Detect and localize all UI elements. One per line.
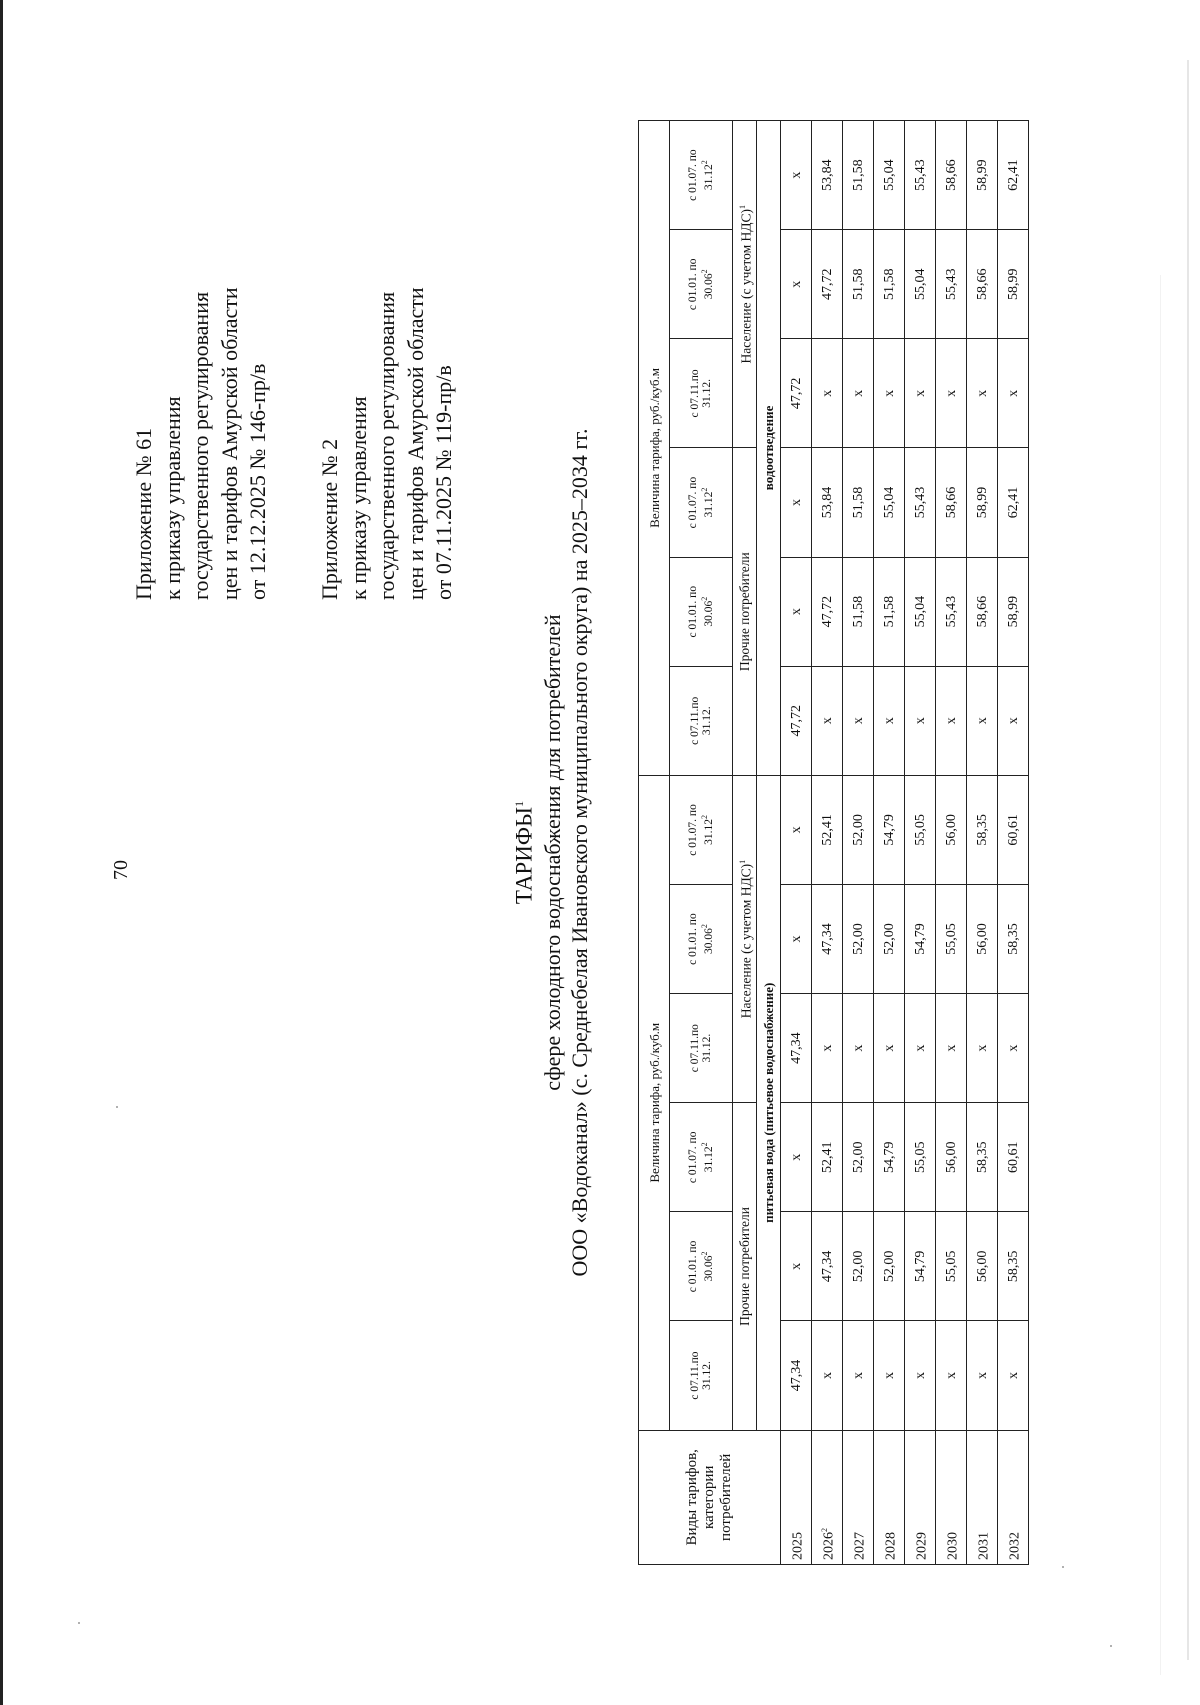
sewage-value-cell: x	[998, 666, 1029, 775]
period-header: с 01.07. по 31.12$^2$	[670, 775, 733, 884]
sewage-value-cell: 62,41	[998, 448, 1029, 557]
page-number: 70	[110, 860, 132, 880]
water-value-cell: 54,79	[874, 1103, 905, 1212]
water-value-cell: 47,34	[812, 1212, 843, 1321]
sewage-value-cell: 55,04	[874, 448, 905, 557]
sewage-value-cell: 55,43	[905, 448, 936, 557]
period-header: с 01.07. по 31.12$^2$	[670, 448, 733, 557]
title-block	[505, 0, 593, 1705]
period-header: с 01.01. по 30.06$^2$	[670, 1212, 733, 1321]
sewage-value-cell: 62,41	[998, 121, 1029, 230]
water-value-cell: 52,00	[843, 1103, 874, 1212]
water-value-cell: x	[812, 994, 843, 1103]
sewage-value-cell: x	[843, 666, 874, 775]
scan-speck	[1062, 1566, 1064, 1568]
table-group-header-row	[639, 121, 670, 1565]
table-row	[812, 121, 843, 1565]
sewage-value-cell: 58,99	[967, 448, 998, 557]
sewage-value-cell: 55,04	[874, 121, 905, 230]
sewage-value-cell: x	[781, 448, 812, 557]
water-value-cell: 55,05	[905, 775, 936, 884]
sewage-value-cell: x	[936, 666, 967, 775]
period-header: с 01.01. по 30.06$^2$	[670, 884, 733, 993]
sewage-value-cell: 55,04	[905, 557, 936, 666]
table-row	[781, 121, 812, 1565]
sewage-value-cell: 47,72	[781, 339, 812, 448]
water-value-cell: 52,00	[843, 775, 874, 884]
water-value-cell: 52,00	[874, 884, 905, 993]
sewage-value-cell: x	[874, 666, 905, 775]
service-water-label: питьевая вода (питьевое водоснабжение)	[757, 775, 781, 1430]
appendix-61-line5: от 12.12.2025 № 146-пр/в	[245, 363, 270, 600]
table-row	[998, 121, 1029, 1565]
table-row	[874, 121, 905, 1565]
sewage-value-cell: 55,43	[936, 557, 967, 666]
sewage-value-cell: 53,84	[812, 121, 843, 230]
year-cell: 2032	[998, 1430, 1029, 1564]
water-value-cell: 52,00	[874, 1212, 905, 1321]
period-header: с 07.11.по 31.12.	[670, 666, 733, 775]
appendix-2-line3: государственного регулирования	[374, 291, 399, 600]
category-other-water: Прочие потребители	[733, 1103, 757, 1430]
sewage-value-cell: x	[781, 557, 812, 666]
sewage-value-cell: x	[781, 121, 812, 230]
appendix-2-line5: от 07.11.2025 № 119-пр/в	[431, 365, 456, 600]
water-value-cell: x	[998, 994, 1029, 1103]
water-value-cell: 56,00	[967, 884, 998, 993]
sewage-value-cell: x	[812, 666, 843, 775]
water-value-cell: 54,79	[905, 884, 936, 993]
sewage-value-cell: 47,72	[781, 666, 812, 775]
sewage-value-cell: 51,58	[843, 448, 874, 557]
water-value-cell: 58,35	[967, 1103, 998, 1212]
water-value-cell: 55,05	[936, 1212, 967, 1321]
period-header: с 01.07. по 31.12$^2$	[670, 1103, 733, 1212]
sewage-value-cell: x	[812, 339, 843, 448]
category-other-sewage: Прочие потребители	[733, 448, 757, 775]
year-cell: 2025	[781, 1430, 812, 1564]
water-value-cell: x	[905, 1321, 936, 1430]
appendix-2-line4: цен и тарифов Амурской области	[402, 287, 428, 600]
sewage-value-cell: 58,99	[967, 121, 998, 230]
table-row	[905, 121, 936, 1565]
table-service-row	[757, 121, 781, 1565]
scan-speck	[116, 1106, 118, 1108]
sewage-value-cell: 58,66	[967, 557, 998, 666]
appendix-2-line2: к приказу управления	[345, 396, 371, 600]
year-cell: 2028	[874, 1430, 905, 1564]
water-value-cell: 60,61	[998, 1103, 1029, 1212]
appendix-61-line4: цен и тарифов Амурской области	[216, 287, 242, 600]
scan-speck	[78, 1622, 80, 1624]
water-value-cell: 58,35	[998, 1212, 1029, 1321]
sewage-value-cell: 51,58	[874, 230, 905, 339]
water-value-cell: x	[843, 994, 874, 1103]
first-col-header: Виды тарифов, категории потребителей	[639, 1430, 781, 1564]
sewage-value-cell: 51,58	[843, 557, 874, 666]
group-header-water: Величина тарифа, руб./куб.м	[639, 775, 670, 1430]
document-organization: ООО «Водоканал» (с. Среднебелая Ивановского муниципального округа) на 2025–2034 гг.	[566, 428, 592, 1277]
water-value-cell: x	[967, 1321, 998, 1430]
year-cell: 2029	[905, 1430, 936, 1564]
tariff-table	[638, 120, 1029, 1565]
sewage-value-cell: x	[781, 230, 812, 339]
period-header: с 01.07. по 31.12$^2$	[670, 121, 733, 230]
water-value-cell: 56,00	[967, 1212, 998, 1321]
period-header: с 01.01. по 30.06$^2$	[670, 230, 733, 339]
sewage-value-cell: 58,66	[936, 121, 967, 230]
sewage-value-cell: x	[843, 339, 874, 448]
sewage-value-cell: x	[874, 339, 905, 448]
appendix-61-line3: государственного регулирования	[188, 291, 213, 600]
water-value-cell: 52,00	[843, 1212, 874, 1321]
sewage-value-cell: 55,43	[936, 230, 967, 339]
water-value-cell: 54,79	[874, 775, 905, 884]
category-population-water: Население (с учетом НДС)$^1$	[733, 775, 757, 1102]
water-value-cell: x	[781, 884, 812, 993]
water-value-cell: 52,41	[812, 1103, 843, 1212]
water-value-cell: 52,41	[812, 775, 843, 884]
document-title: ТАРИФЫ$^1$	[511, 800, 537, 905]
sewage-value-cell: 55,43	[905, 121, 936, 230]
sewage-value-cell: x	[967, 339, 998, 448]
group-header-sewage: Величина тарифа, руб./куб.м	[639, 121, 670, 776]
sewage-value-cell: x	[998, 339, 1029, 448]
sewage-value-cell: 51,58	[874, 557, 905, 666]
sewage-value-cell: 58,66	[967, 230, 998, 339]
sewage-value-cell: 47,72	[812, 557, 843, 666]
water-value-cell: 58,35	[967, 775, 998, 884]
water-value-cell: 47,34	[781, 1321, 812, 1430]
water-value-cell: 58,35	[998, 884, 1029, 993]
sewage-value-cell: 55,04	[905, 230, 936, 339]
water-value-cell: x	[812, 1321, 843, 1430]
water-value-cell: x	[781, 1103, 812, 1212]
appendix-61-block	[130, 287, 273, 600]
table-category-row	[733, 121, 757, 1565]
sewage-value-cell: x	[905, 339, 936, 448]
water-value-cell: x	[967, 994, 998, 1103]
sewage-value-cell: 58,99	[998, 230, 1029, 339]
appendix-2-line1: Приложение № 2	[317, 438, 342, 600]
sewage-value-cell: x	[967, 666, 998, 775]
water-value-cell: 60,61	[998, 775, 1029, 884]
water-value-cell: x	[874, 1321, 905, 1430]
water-value-cell: 56,00	[936, 1103, 967, 1212]
appendix-61-line1: Приложение № 61	[131, 427, 156, 600]
category-population-sewage: Население (с учетом НДС)$^1$	[733, 121, 757, 448]
period-header: с 07.11.по 31.12.	[670, 1321, 733, 1430]
water-value-cell: 54,79	[905, 1212, 936, 1321]
document-subtitle: сфере холодного водоснабжения для потребителей	[539, 614, 565, 1091]
water-value-cell: 55,05	[905, 1103, 936, 1212]
scan-faint-line	[1160, 275, 1161, 1675]
year-cell: 2031	[967, 1430, 998, 1564]
sewage-value-cell: 51,58	[843, 230, 874, 339]
water-value-cell: x	[936, 1321, 967, 1430]
table-row	[967, 121, 998, 1565]
sewage-value-cell: x	[905, 666, 936, 775]
water-value-cell: 47,34	[812, 884, 843, 993]
water-value-cell: 56,00	[936, 775, 967, 884]
water-value-cell: x	[843, 1321, 874, 1430]
water-value-cell: 55,05	[936, 884, 967, 993]
year-cell: 2027	[843, 1430, 874, 1564]
water-value-cell: x	[905, 994, 936, 1103]
period-header: с 07.11.по 31.12.	[670, 994, 733, 1103]
table-period-row	[670, 121, 733, 1565]
scan-speck	[1110, 1645, 1112, 1647]
appendix-2-block	[316, 287, 459, 600]
period-header: с 01.01. по 30.06$^2$	[670, 557, 733, 666]
sewage-value-cell: x	[936, 339, 967, 448]
appendix-61-line2: к приказу управления	[159, 396, 185, 600]
water-value-cell: x	[998, 1321, 1029, 1430]
year-cell: 2026$^2$	[812, 1430, 843, 1564]
water-value-cell: 47,34	[781, 994, 812, 1103]
sewage-value-cell: 47,72	[812, 230, 843, 339]
water-value-cell: x	[874, 994, 905, 1103]
water-value-cell: x	[936, 994, 967, 1103]
water-value-cell: x	[781, 1212, 812, 1321]
table-row	[843, 121, 874, 1565]
sewage-value-cell: 51,58	[843, 121, 874, 230]
service-sewage-label: водоотведение	[757, 121, 781, 776]
water-value-cell: x	[781, 775, 812, 884]
year-cell: 2030	[936, 1430, 967, 1564]
sewage-value-cell: 58,66	[936, 448, 967, 557]
sewage-value-cell: 58,99	[998, 557, 1029, 666]
period-header: с 07.11.по 31.12.	[670, 339, 733, 448]
water-value-cell: 52,00	[843, 884, 874, 993]
table-row	[936, 121, 967, 1565]
sewage-value-cell: 53,84	[812, 448, 843, 557]
